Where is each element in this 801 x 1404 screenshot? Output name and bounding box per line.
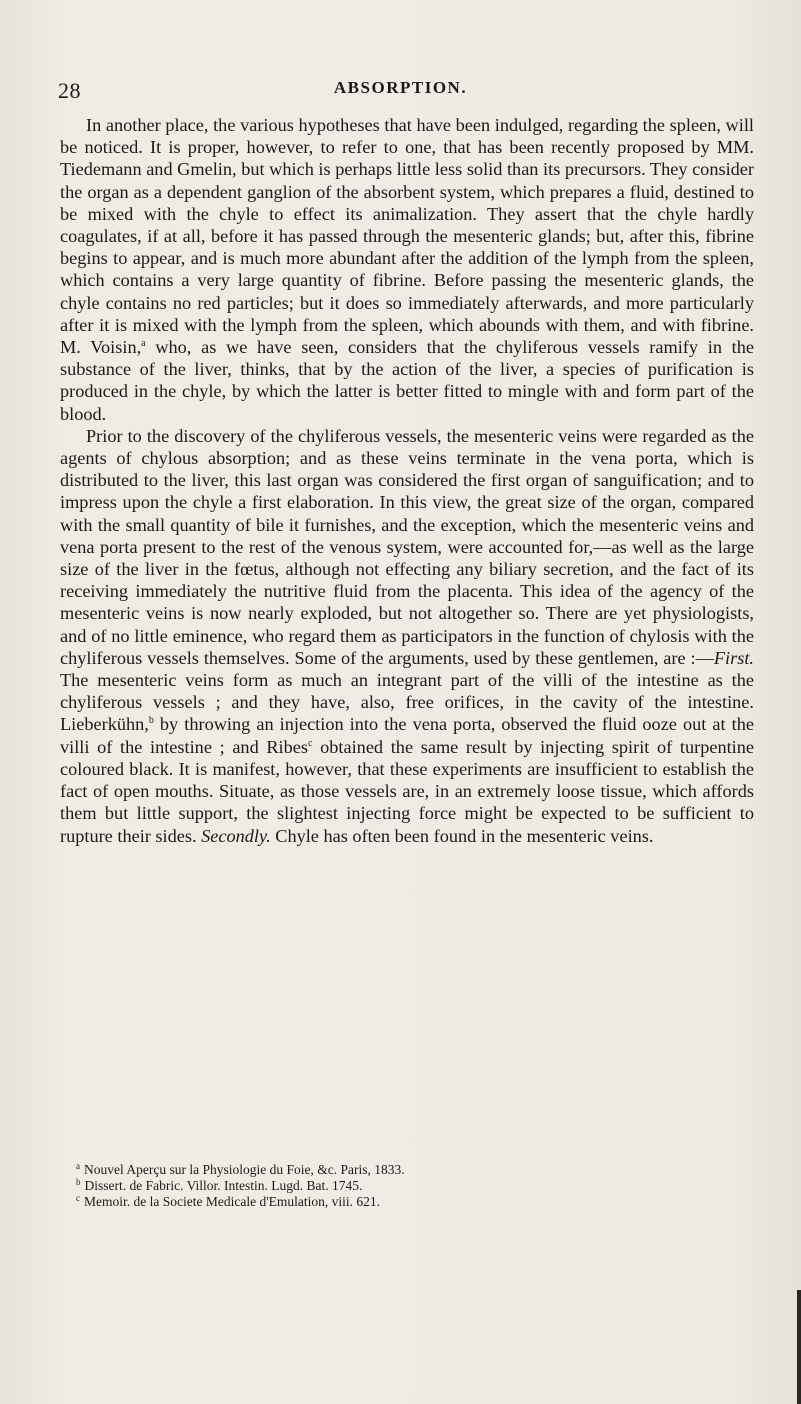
paragraph-2-text: Prior to the discovery of the chyliferous vessels, the mesenteric veins were regarded as the agents of chylous absorption; and as these veins terminate in the vena porta, which is distributed to the liver, this last organ was considered the first organ of sanguification; and to impress upon the chyle a first elaboration. In this view, the great size of the organ, compared with the small quantity of bile it furnishes, and the exception, which the mesenteric veins and vena porta present to the rest of the venous system, were accounted for,—as well as the large size of the liver in the fœtus, although not effecting any biliary secretion, and the fact of its receiving immediately the nutritive fluid from the placenta. This idea of the agency of the mesenteric veins is now nearly exploded, but not altogether so. There are yet physiologists, and of no little eminence, who regard them as participators in the function of chylosis with the chyliferous vessels themselves. Some of the arguments, used by these gentlemen, are :—: [60, 425, 754, 668]
footnote-text: Dissert. de Fabric. Villor. Intestin. Lugd. Bat. 1745.: [84, 1178, 363, 1193]
footnote: [76, 1162, 736, 1178]
footnotes: [76, 1162, 736, 1210]
page-edge-shadow: [797, 1290, 801, 1404]
secondly-label: Secondly.: [201, 825, 271, 846]
paragraph-2-text-e: Chyle has often been found in the mesenteric veins.: [270, 825, 654, 846]
footnote-mark: c: [76, 1193, 80, 1203]
page-header: [0, 78, 801, 108]
footnote: [76, 1194, 736, 1210]
page-number: 28: [58, 78, 81, 103]
paragraph-1-text-cont: who, as we have seen, considers that the chyliferous vessels ramify in the substance of the liver, thinks, that by the action of the liver, a species of purification is produced in the chyle, by which the latter is better fitted to mingle with and form part of the blood.: [60, 337, 754, 424]
footnote-text: Memoir. de la Societe Medicale d'Emulation, viii. 621.: [84, 1194, 380, 1209]
paragraph-1: [60, 114, 754, 425]
first-label: First.: [713, 647, 754, 668]
footnote-ref-c: c: [308, 737, 313, 749]
footnote-ref-b: b: [148, 715, 154, 727]
paragraph-2-text-b: The mesenteric veins form as much an integrant part of the villi of the intestine as the chyliferous vessels ; and they have, also, free orifices, in the cavity of the intestine. Lieberkühn,: [60, 670, 754, 735]
footnote: [76, 1178, 736, 1194]
footnote-ref-a: a: [141, 338, 146, 350]
body-text: [60, 114, 754, 847]
paragraph-2: [60, 425, 754, 847]
paragraph-1-text: In another place, the various hypotheses that have been indulged, regarding the spleen, will be noticed. It is proper, however, to refer to one, that has been recently proposed by MM. Tiedemann and Gmelin, but which is perhaps little less solid than its precursors. They consider the organ as a dependent ganglion of the absorbent system, which prepares a fluid, destined to be mixed with the chyle to effect its animalization. They assert that the chyle hardly coagulates, if at all, before it has passed through the mesenteric glands; but, after this, fibrine begins to appear, and is much more abundant after the addition of the lymph from the spleen, which contains a very large quantity of fibrine. Before passing the mesenteric glands, the chyle contains no red particles; but it does so immediately afterwards, and more particularly after it is mixed with the lymph from the spleen, which abounds with them, and with fibrine. M. Voisin,: [60, 115, 754, 358]
running-title: ABSORPTION.: [333, 78, 468, 97]
paragraph-2-text-d: obtained the same result by injecting spirit of turpentine coloured black. It is manifest, however, that these experiments are insufficient to establish the fact of open mouths. Situate, as those vessels are, in an extremely loose tissue, which affords them but little support, the slightest injecting force might be expected to be sufficient to rupture their sides.: [60, 736, 755, 846]
paragraph-2-text-c: by throwing an injection into the vena porta, observed the fluid ooze out at the villi of the intestine ; and Ribes: [60, 714, 754, 757]
footnote-mark: b: [76, 1177, 81, 1187]
footnote-mark: a: [76, 1161, 80, 1171]
footnote-text: Nouvel Aperçu sur la Physiologie du Foie, &c. Paris, 1833.: [84, 1162, 405, 1177]
